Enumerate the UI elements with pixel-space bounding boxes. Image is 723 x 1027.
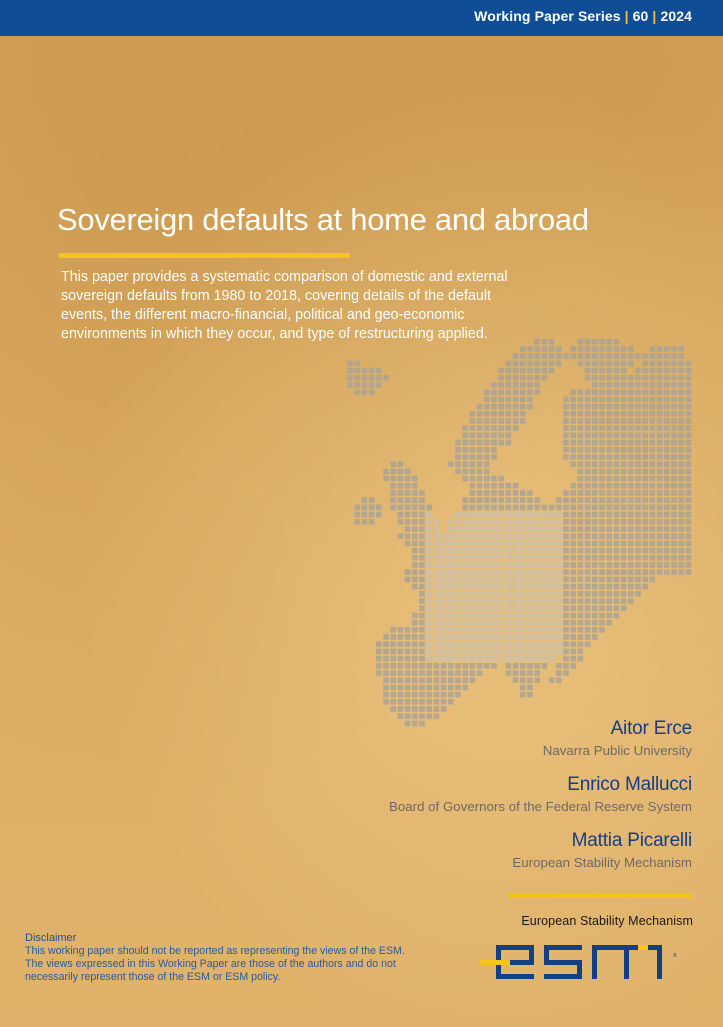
disclaimer-title: Disclaimer	[25, 932, 77, 944]
series-label: Working Paper Series	[474, 8, 621, 24]
disclaimer-text: This working paper should not be reported as representing the views of the ESM. The views expressed in this Working Paper are those of the authors and do not necessarily represent those of the ESM or ESM policy.	[25, 945, 405, 983]
logo-caption: European Stability Mechanism	[521, 914, 693, 928]
series-info	[474, 8, 692, 24]
page-title: Sovereign defaults at home and abroad	[57, 202, 589, 237]
abstract: This paper provides a systematic comparison of domestic and external sovereign defaults from 1980 to 2018, covering details of the default events, the different macro-financial, political and geo-economic environments in which they occur, and type of restructuring applied.	[61, 269, 508, 342]
author-list	[272, 716, 692, 884]
author-entry	[272, 772, 692, 816]
title-underline	[59, 253, 350, 258]
disclaimer	[25, 931, 425, 984]
paper-year: 2024	[660, 8, 692, 24]
author-affiliation: Navarra Public University	[542, 743, 692, 758]
author-name: Aitor Erce	[610, 718, 692, 739]
separator: |	[624, 8, 629, 24]
separator: |	[652, 8, 657, 24]
author-affiliation: Board of Governors of the Federal Reserve System	[388, 799, 692, 814]
esm-logo	[478, 912, 693, 987]
author-affiliation: European Stability Mechanism	[512, 855, 692, 870]
paper-number: 60	[632, 8, 649, 24]
author-entry	[272, 716, 692, 760]
esm-logo-icon	[478, 912, 693, 987]
header-bar	[0, 0, 723, 36]
author-name: Enrico Mallucci	[567, 774, 692, 795]
authors-underline	[508, 894, 692, 898]
author-name: Mattia Picarelli	[571, 830, 692, 851]
svg-text:®: ®	[673, 953, 677, 959]
europe-dot-map-icon	[340, 335, 723, 735]
author-entry	[272, 828, 692, 872]
